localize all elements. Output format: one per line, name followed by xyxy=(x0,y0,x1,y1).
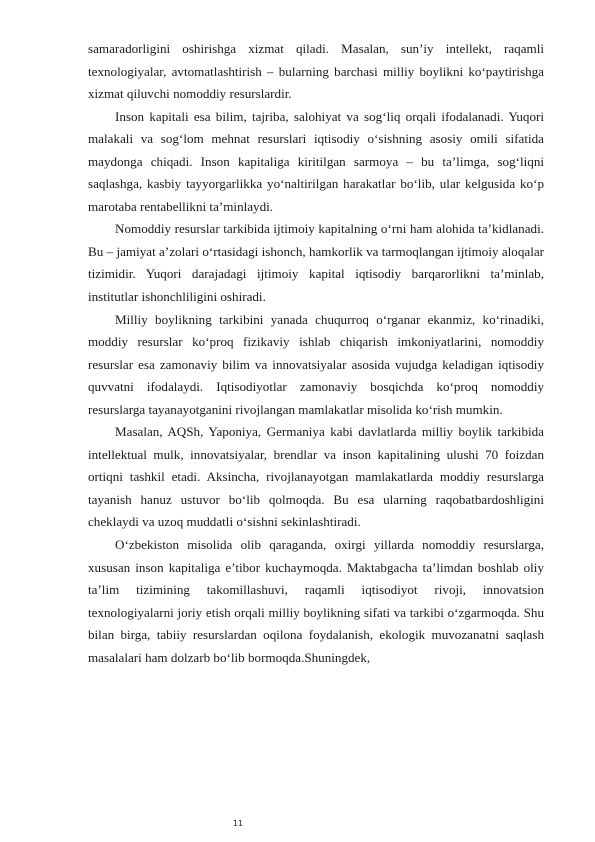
paragraph-human-capital: Inson kapitali esa bilim, tajriba, salohiyat va sog‘liq orqali ifodalanadi. Yuqori malakali va sog‘lom mehnat resurslari iqtisodiy o‘sishning asosiy omili sifatida maydonga chiqadi. Inson kapitaliga kiritilgan sarmoya – bu ta’limga, sog‘liqni saqlashga, kasbiy tayyorgarlikka yo‘naltirilgan harakatlar bo‘lib, ular kelgusida ko‘p marotaba rentabellikni ta’minlaydi. xyxy=(88,108,544,214)
document-page xyxy=(88,38,544,669)
page-number: 11 xyxy=(232,819,244,828)
paragraph-developed-countries: Masalan, AQSh, Yaponiya, Germaniya kabi davlatlarda milliy boylik tarkibida intellektual mulk, innovatsiyalar, brendlar va inson kapitalining ulushi 70 foizdan ortiqni tashkil etadi. Aksincha, rivojlanayotgan mamlakatlarda moddiy resurslarga tayanish hanuz ustuvor bo‘lib qolmoqda. Bu esa ularning raqobatbardoshligini cheklaydi va uzoq muddatli o‘sishni sekinlashtiradi. xyxy=(88,424,544,530)
paragraph-uzbekistan: O‘zbekiston misolida olib qaraganda, oxirgi yillarda nomoddiy resurslarga, xususan inson kapitaliga e’tibor kuchaymoqda. Maktabgacha ta’limdan boshlab oliy ta’lim tizimining takomillashuvi, raqamli iqtisodiyot rivoji, innovatsion texnologiyalarni joriy etish orqali milliy boylikning sifati va tarkibi o‘zgarmoqda. Shu bilan birga, tabiiy resurslardan oqilona foydalanish, ekologik muvozanatni saqlash masalalari ham dolzarb bo‘lib bormoqda.Shuningdek, xyxy=(88,537,544,665)
paragraph-wealth-structure: Milliy boylikning tarkibini yanada chuqurroq o‘rganar ekanmiz, ko‘rinadiki, moddiy resurslar ko‘proq fizikaviy ishlab chiqarish imkoniyatlarini, nomoddiy resurslar esa zamonaviy bilim va innovatsiyalar asosida vujudga keladigan iqtisodiy quvvatni ifodalaydi. Iqtisodiyotlar zamonaviy bosqichda ko‘proq nomoddiy resurslarga tayanayotganini rivojlangan mamlakatlar misolida ko‘rish mumkin. xyxy=(88,311,544,417)
paragraph-social-capital: Nomoddiy resurslar tarkibida ijtimoiy kapitalning o‘rni ham alohida ta’kidlanadi. Bu – jamiyat a’zolari o‘rtasidagi ishonch, hamkorlik va tarmoqlangan ijtimoiy aloqalar tizimidir. Yuqori darajadagi ijtimoiy kapital iqtisodiy barqarorlikni ta’minlab, institutlar ishonchliligini oshiradi. xyxy=(88,221,544,305)
paragraph-continuation: samaradorligini oshirishga xizmat qiladi. Masalan, sun’iy intellekt, raqamli texnologiyalar, avtomatlashtirish – bularning barchasi milliy boylikni ko‘paytirishga xizmat qiluvchi nomoddiy resurslardir. xyxy=(88,41,544,102)
